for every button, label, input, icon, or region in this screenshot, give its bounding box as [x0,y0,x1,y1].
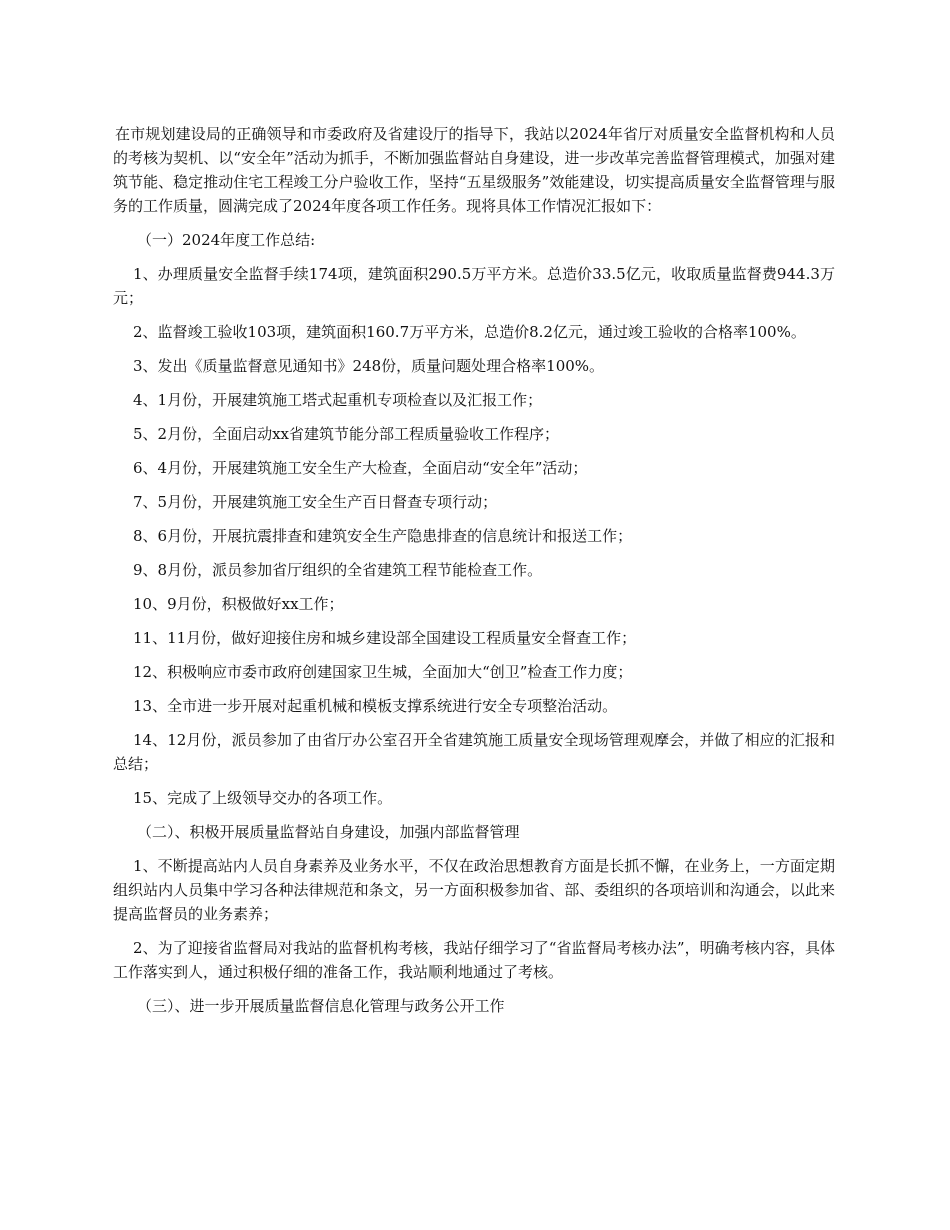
list-item: 14、12月份，派员参加了由省厅办公室召开全省建筑施工质量安全现场管理观摩会，并做了相应的汇报和总结； [113,731,835,773]
list-item: 7、5月份，开展建筑施工安全生产百日督查专项行动； [133,493,498,511]
section-heading-3: （三）、进一步开展质量监督信息化管理与政务公开工作 [137,997,505,1015]
list-item: 9、8月份，派员参加省厅组织的全省建筑工程节能检查工作。 [133,561,543,579]
list-item: 2、监督竣工验收103项，建筑面积160.7万平方米，总造价8.2亿元，通过竣工验收的合格率100%。 [133,323,806,341]
list-item: 4、1月份，开展建筑施工塔式起重机专项检查以及汇报工作； [133,391,543,409]
list-item: 1、办理质量安全监督手续174项，建筑面积290.5万平方米。总造价33.5亿元，收取质量监督费944.3万元； [113,265,835,307]
list-item: 2、为了迎接省监督局对我站的监督机构考核，我站仔细学习了“省监督局考核办法”，明确考核内容，具体工作落实到人，通过积极仔细的准备工作，我站顺利地通过了考核。 [113,939,835,981]
list-item: 8、6月份，开展抗震排查和建筑安全生产隐患排查的信息统计和报送工作； [133,527,633,545]
document-body [113,122,835,1028]
list-item: 12、积极响应市委市政府创建国家卫生城，全面加大“创卫”检查工作力度； [133,663,633,681]
section-heading-2: （二）、积极开展质量监督站自身建设，加强内部监督管理 [137,823,520,841]
list-item: 11、11月份，做好迎接住房和城乡建设部全国建设工程质量安全督查工作； [133,629,637,647]
list-item: 15、完成了上级领导交办的各项工作。 [133,789,393,807]
list-item: 6、4月份，开展建筑施工安全生产大检查，全面启动“安全年”活动； [133,459,588,477]
list-item: 3、发出《质量监督意见通知书》248份，质量问题处理合格率100%。 [133,357,605,375]
list-item: 1、不断提高站内人员自身素养及业务水平，不仅在政治思想教育方面是长抓不懈，在业务上，一方面定期组织站内人员集中学习各种法律规范和条文，另一方面积极参加省、部、委组织的各项培训和沟通会，以此来提高监督员的业务素养； [113,857,835,923]
list-item: 10、9月份，积极做好xx工作； [133,595,344,613]
list-item: 13、全市进一步开展对起重机械和模板支撑系统进行安全专项整治活动。 [133,697,618,715]
list-item: 5、2月份，全面启动xx省建筑节能分部工程质量验收工作程序； [133,425,560,443]
intro-paragraph: 在市规划建设局的正确领导和市委政府及省建设厅的指导下，我站以2024年省厅对质量安全监督机构和人员的考核为契机、以“安全年”活动为抓手，不断加强监督站自身建设，进一步改革完善监督管理模式，加强对建筑节能、稳定推动住宅工程竣工分户验收工作，坚持“五星级服务”效能建设，切实提高质量安全监督管理与服务的工作质量，圆满完成了2024年度各项工作任务。现将具体工作情况汇报如下： [113,125,835,215]
section-heading-1: （一）2024年度工作总结: [137,231,316,249]
